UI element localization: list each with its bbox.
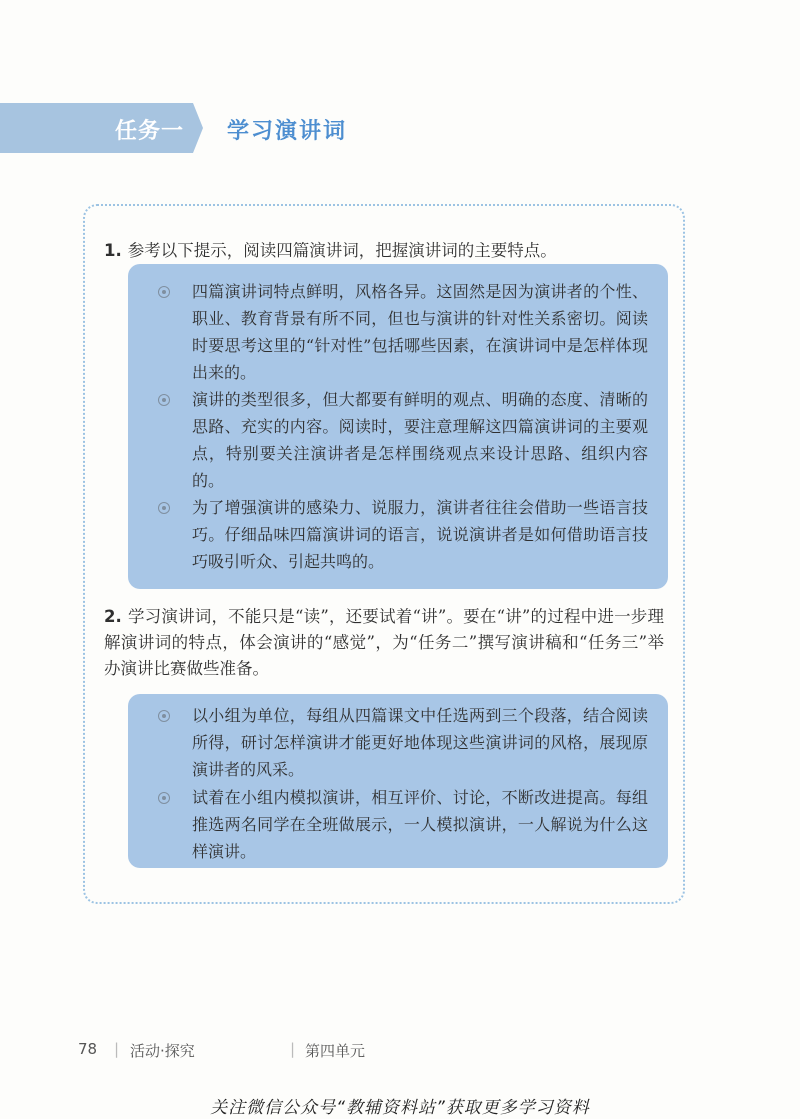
hint-text: 演讲的类型很多，但大都要有鲜明的观点、明确的态度、清晰的思路、充实的内容。阅读时，要注意理解这四篇演讲词的主要观点，特别要关注演讲者是怎样围绕观点来设计思路、组织内容的。 (192, 390, 648, 490)
question-1 (104, 238, 664, 264)
hint-box-1 (128, 264, 668, 589)
task-label: 任务一 (115, 119, 185, 144)
footer-divider: | (114, 1040, 120, 1058)
bullet-icon (158, 792, 170, 804)
hint-text: 以小组为单位，每组从四篇课文中任选两到三个段落，结合阅读所得，研讨怎样演讲才能更好地体现这些演讲词的风格，展现原演讲者的风采。 (192, 706, 648, 779)
bullet-icon (158, 394, 170, 406)
bullet-icon (158, 502, 170, 514)
bullet-icon (158, 286, 170, 298)
footer-divider: | (290, 1040, 296, 1058)
task-title: 学习演讲词 (227, 119, 348, 144)
question-number: 1. (104, 241, 122, 260)
task-banner-arrow (193, 103, 203, 153)
footer-section: 活动·探究 (130, 1042, 195, 1060)
question-2 (104, 604, 664, 682)
hint-text: 为了增强演讲的感染力、说服力，演讲者往往会借助一些语言技巧。仔细品味四篇演讲词的语言，说说演讲者是如何借助语言技巧吸引听众、引起共鸣的。 (192, 498, 648, 571)
watermark-text: 关注微信公众号“教辅资料站”获取更多学习资料 (210, 1098, 590, 1118)
question-text: 学习演讲词，不能只是“读”，还要试着“讲”。要在“讲”的过程中进一步理解演讲词的特点，体会演讲的“感觉”，为“任务二”撰写演讲稿和“任务三”举办演讲比赛做些准备。 (104, 607, 664, 678)
hint-text: 四篇演讲词特点鲜明，风格各异。这固然是因为演讲者的个性、职业、教育背景有所不同，但也与演讲的针对性关系密切。阅读时要思考这里的“针对性”包括哪些因素，在演讲词中是怎样体现出来的。 (192, 282, 648, 382)
footer-unit: 第四单元 (305, 1042, 366, 1060)
hint-box-2 (128, 694, 668, 868)
bullet-icon (158, 710, 170, 722)
hint-text: 试着在小组内模拟演讲，相互评价、讨论，不断改进提高。每组推选两名同学在全班做展示，一人模拟演讲，一人解说为什么这样演讲。 (192, 788, 648, 861)
question-number: 2. (104, 607, 122, 626)
question-text: 参考以下提示，阅读四篇演讲词，把握演讲词的主要特点。 (127, 241, 557, 260)
page-number: 78 (78, 1040, 98, 1058)
